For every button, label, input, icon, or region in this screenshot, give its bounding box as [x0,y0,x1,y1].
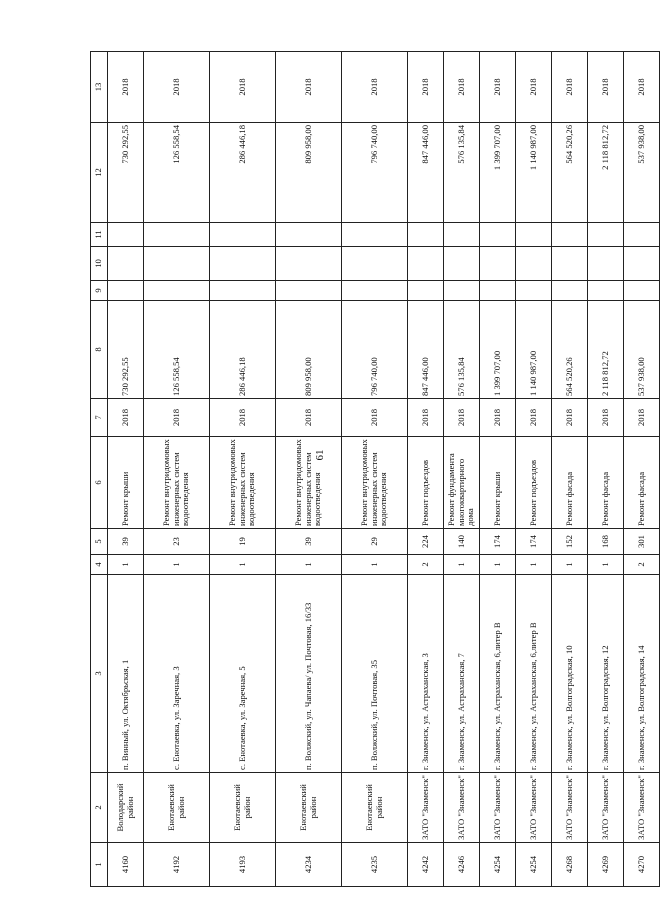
table-cell-c4: 1 [480,555,516,575]
rotated-table-wrapper [90,52,646,887]
table-cell-c5: 140 [444,529,480,555]
table-cell-c5: 152 [552,529,588,555]
table-cell-district: ЗАТО "Знаменск" [480,773,516,843]
table-cell-address: г. Знаменск, ул. Астраханская, 6,литер В [516,575,552,773]
table-cell-work: Ремонт фасада [588,437,624,529]
table-cell-c11 [210,223,276,247]
table-cell-c5: 29 [342,529,408,555]
table-cell-address: г. Знаменск, ул. Астраханская, 7 [444,575,480,773]
table-cell-c4: 2 [408,555,444,575]
table-cell-id: 4160 [108,843,144,887]
table-cell-c5: 23 [144,529,210,555]
table-row [552,52,588,887]
table-cell-c8: 809 958,00 [276,301,342,399]
table-cell-c13: 2018 [516,52,552,123]
table-container [90,52,646,887]
table-cell-c11 [444,223,480,247]
table-cell-c5: 19 [210,529,276,555]
table-row [408,52,444,887]
table-cell-c7: 2018 [552,399,588,437]
table-cell-c7: 2018 [342,399,408,437]
table-cell-address: г. Знаменск, ул. Волгоградская, 14 [624,575,660,773]
table-cell-c7: 2018 [408,399,444,437]
table-cell-district: Володарский район [108,773,144,843]
table-cell-address: г. Знаменск, ул. Астраханская, 3 [408,575,444,773]
header-cell: 7 [91,399,108,437]
table-cell-district: ЗАТО "Знаменск" [588,773,624,843]
table-cell-c10 [108,247,144,281]
table-cell-id: 4268 [552,843,588,887]
header-cell: 11 [91,223,108,247]
table-cell-c12: 537 938,00 [624,123,660,223]
table-cell-c4: 1 [210,555,276,575]
table-cell-address: п. Винный, ул. Октябрьская, 1 [108,575,144,773]
table-cell-id: 4242 [408,843,444,887]
table-cell-district: Енотаевский район [144,773,210,843]
table-cell-c13: 2018 [144,52,210,123]
table-cell-c11 [408,223,444,247]
table-cell-c7: 2018 [144,399,210,437]
table-cell-c13: 2018 [408,52,444,123]
table-cell-c4: 1 [144,555,210,575]
table-cell-c5: 174 [480,529,516,555]
table-cell-district: Енотаевский район [342,773,408,843]
table-cell-district: ЗАТО "Знаменск" [552,773,588,843]
table-cell-c12: 1 140 987,00 [516,123,552,223]
table-cell-c9 [624,281,660,301]
table-cell-c12: 796 740,00 [342,123,408,223]
table-cell-c12: 286 446,18 [210,123,276,223]
table-cell-work: Ремонт внутридомовых инженерных систем водоотведения [210,437,276,529]
table-row [516,52,552,887]
table-cell-c10 [624,247,660,281]
table-cell-c11 [552,223,588,247]
table-cell-district: Енотаевский район [276,773,342,843]
table-cell-c7: 2018 [588,399,624,437]
table-cell-c12: 576 135,84 [444,123,480,223]
table-cell-c7: 2018 [210,399,276,437]
table-cell-work: Ремонт внутридомовых инженерных систем водоотведения [144,437,210,529]
table-cell-c8: 286 446,18 [210,301,276,399]
table-cell-address: г. Знаменск, ул. Волгоградская, 12 [588,575,624,773]
table-cell-c8: 2 118 812,72 [588,301,624,399]
table-cell-c8: 126 558,54 [144,301,210,399]
header-cell: 8 [91,301,108,399]
table-cell-c9 [516,281,552,301]
table-cell-id: 4246 [444,843,480,887]
table-cell-c7: 2018 [624,399,660,437]
table-cell-c8: 564 520,26 [552,301,588,399]
table-cell-address: г. Знаменск, ул. Волгоградская, 10 [552,575,588,773]
page-number: 61 [314,449,326,461]
table-cell-c12: 847 446,00 [408,123,444,223]
table-cell-c5: 224 [408,529,444,555]
table-cell-c10 [480,247,516,281]
table-cell-c4: 1 [342,555,408,575]
table-cell-work: Ремонт фасада [552,437,588,529]
table-cell-work: Ремонт внутридомовых инженерных систем водоотведения [276,437,342,529]
table-cell-address: с. Енотаевка, ул. Заречная, 3 [144,575,210,773]
table-cell-c8: 1 399 707,00 [480,301,516,399]
table-cell-c9 [480,281,516,301]
table-cell-c9 [108,281,144,301]
table-cell-c10 [444,247,480,281]
header-cell: 2 [91,773,108,843]
table-cell-id: 4254 [516,843,552,887]
table-cell-district: ЗАТО "Знаменск" [624,773,660,843]
table-cell-address: п. Волжский, ул. Чапаева/ ул. Почтовая, 16/33 [276,575,342,773]
table-body [108,52,660,887]
table-cell-district: ЗАТО "Знаменск" [444,773,480,843]
table-cell-id: 4254 [480,843,516,887]
header-cell: 9 [91,281,108,301]
table-row [342,52,408,887]
table-cell-c12: 126 558,54 [144,123,210,223]
header-cell: 5 [91,529,108,555]
table-cell-c4: 1 [552,555,588,575]
table-cell-c5: 39 [108,529,144,555]
table-cell-c13: 2018 [624,52,660,123]
table-cell-c10 [276,247,342,281]
table-cell-c8: 537 938,00 [624,301,660,399]
table-cell-work: Ремонт крыши [108,437,144,529]
table-cell-c12: 564 520,26 [552,123,588,223]
table-cell-id: 4270 [624,843,660,887]
table-cell-work: Ремонт фундамента многоквартирного дома [444,437,480,529]
table-row [480,52,516,887]
table-cell-c8: 796 740,00 [342,301,408,399]
table-cell-c7: 2018 [480,399,516,437]
table-cell-c4: 1 [276,555,342,575]
table-cell-c9 [210,281,276,301]
table-cell-c5: 174 [516,529,552,555]
table-cell-c4: 1 [588,555,624,575]
table-cell-c4: 2 [624,555,660,575]
table-cell-c11 [624,223,660,247]
table-cell-c10 [144,247,210,281]
header-cell: 1 [91,843,108,887]
table-row [276,52,342,887]
table-cell-work: Ремонт внутридомовых инженерных систем водоотведения [342,437,408,529]
table-cell-address: с. Енотаевка, ул. Заречная, 5 [210,575,276,773]
table-cell-id: 4234 [276,843,342,887]
table-cell-c8: 576 135,84 [444,301,480,399]
table-row [144,52,210,887]
table-cell-c8: 847 446,00 [408,301,444,399]
table-cell-c7: 2018 [444,399,480,437]
table-cell-c11 [276,223,342,247]
table-cell-c9 [144,281,210,301]
table-cell-c13: 2018 [480,52,516,123]
table-cell-work: Ремонт фасада [624,437,660,529]
table-cell-c10 [408,247,444,281]
table-cell-c9 [408,281,444,301]
table-row [108,52,144,887]
header-cell: 12 [91,123,108,223]
table-cell-c13: 2018 [444,52,480,123]
table-cell-c5: 301 [624,529,660,555]
header-cell: 3 [91,575,108,773]
header-cell: 6 [91,437,108,529]
table-cell-c11 [342,223,408,247]
table-cell-c11 [480,223,516,247]
table-row [624,52,660,887]
table-cell-c13: 2018 [552,52,588,123]
table-row [210,52,276,887]
table-cell-c10 [342,247,408,281]
table-cell-c10 [516,247,552,281]
table-cell-c8: 730 292,55 [108,301,144,399]
table-cell-c12: 809 958,00 [276,123,342,223]
table-cell-district: ЗАТО "Знаменск" [408,773,444,843]
table-cell-id: 4192 [144,843,210,887]
table-cell-c9 [552,281,588,301]
header-cell: 4 [91,555,108,575]
table-cell-c11 [108,223,144,247]
table-cell-c12: 1 399 707,00 [480,123,516,223]
table-cell-c10 [210,247,276,281]
table-cell-id: 4269 [588,843,624,887]
table-cell-c8: 1 140 987,00 [516,301,552,399]
table-cell-c10 [552,247,588,281]
table-cell-c13: 2018 [210,52,276,123]
table-cell-c7: 2018 [516,399,552,437]
table-cell-c5: 168 [588,529,624,555]
table-cell-c4: 1 [444,555,480,575]
table-cell-c12: 730 292,55 [108,123,144,223]
table-row [588,52,624,887]
table-cell-c4: 1 [516,555,552,575]
table-cell-address: п. Волжский, ул. Почтовая, 35 [342,575,408,773]
table-cell-c10 [588,247,624,281]
table-cell-c13: 2018 [276,52,342,123]
table-cell-c13: 2018 [588,52,624,123]
table-cell-c13: 2018 [342,52,408,123]
table-header-row [91,52,108,887]
table-cell-id: 4235 [342,843,408,887]
table-cell-id: 4193 [210,843,276,887]
table-cell-work: Ремонт крыши [480,437,516,529]
table-cell-c9 [588,281,624,301]
header-cell: 10 [91,247,108,281]
table-cell-c7: 2018 [276,399,342,437]
table-cell-district: ЗАТО "Знаменск" [516,773,552,843]
table-cell-c11 [588,223,624,247]
header-cell: 13 [91,52,108,123]
table-cell-c11 [144,223,210,247]
table-cell-c9 [276,281,342,301]
table-cell-c4: 1 [108,555,144,575]
table-cell-c9 [444,281,480,301]
table-cell-district: Енотаевский район [210,773,276,843]
table-cell-c13: 2018 [108,52,144,123]
table-cell-address: г. Знаменск, ул. Астраханская, 6,литер В [480,575,516,773]
table-cell-c7: 2018 [108,399,144,437]
repair-program-table [90,51,660,887]
table-cell-work: Ремонт подъездов [516,437,552,529]
table-cell-c11 [516,223,552,247]
table-cell-c12: 2 118 812,72 [588,123,624,223]
table-cell-work: Ремонт подъездов [408,437,444,529]
table-cell-c9 [342,281,408,301]
table-cell-c5: 39 [276,529,342,555]
table-row [444,52,480,887]
